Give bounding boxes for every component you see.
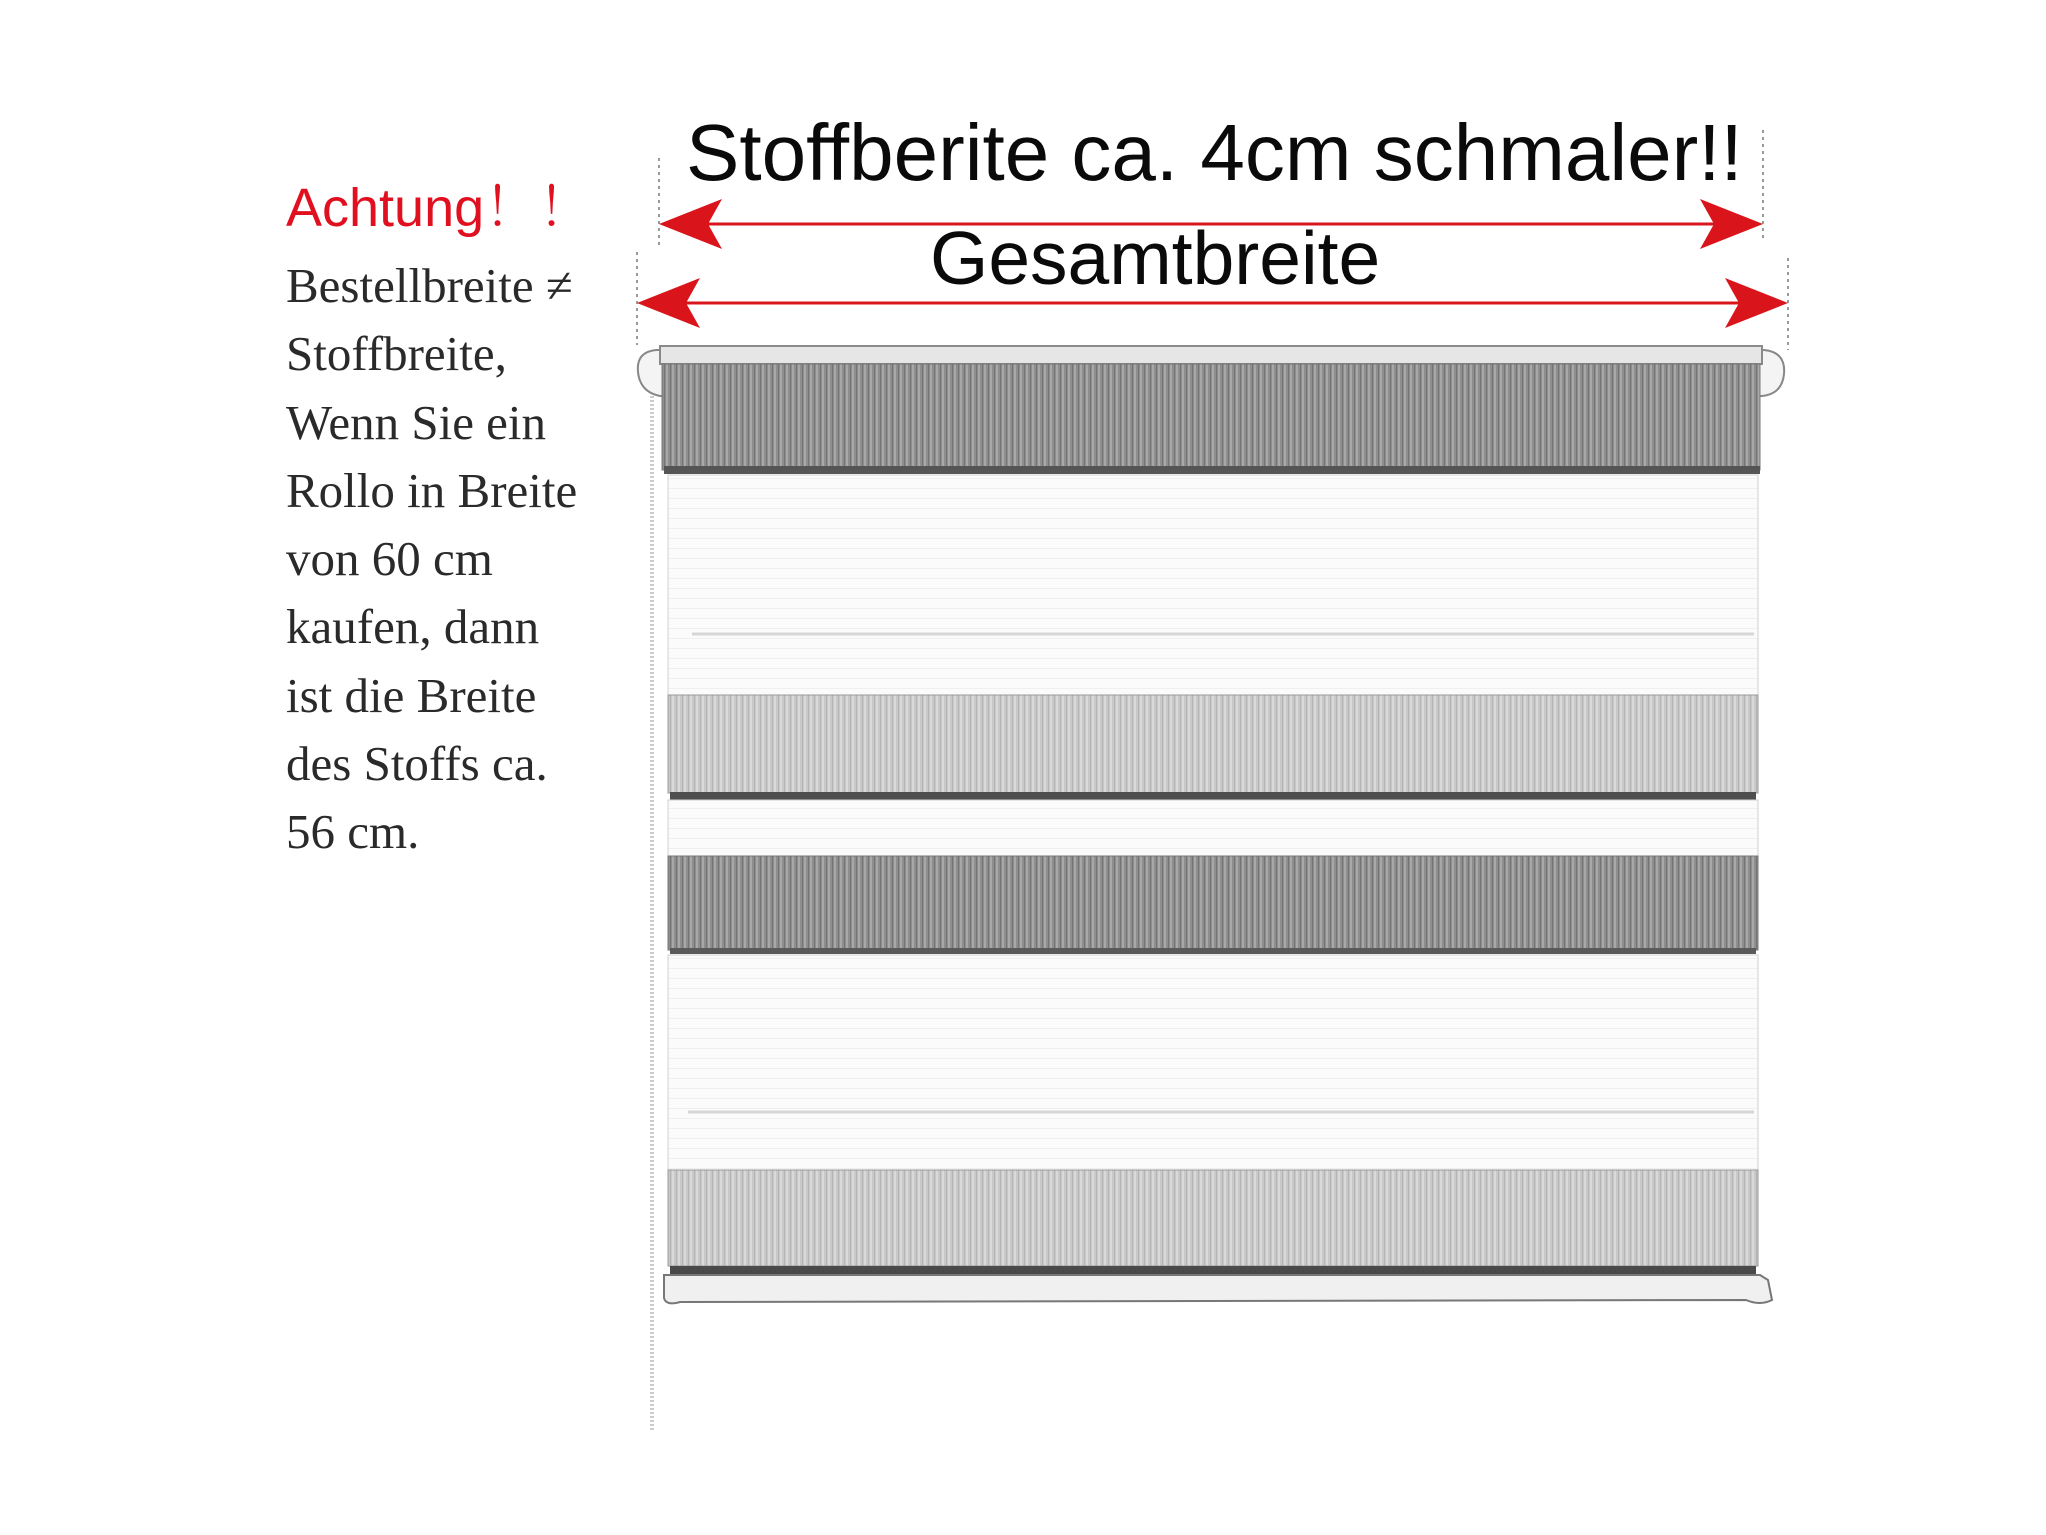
total-width-arrow-icon: [637, 278, 1788, 328]
light-band-1: [668, 695, 1758, 793]
fabric-width-arrow-icon: [659, 199, 1763, 249]
warning-line-8: des Stoffs ca.: [286, 736, 548, 792]
band-hem-2: [670, 948, 1756, 954]
cassette-edge: [664, 466, 1760, 474]
sheer-band-1: [668, 475, 1758, 695]
warning-title: Achtung！！: [286, 178, 593, 238]
warning-line-4: Rollo in Breite: [286, 462, 578, 518]
warning-line-5: von 60 cm: [286, 531, 493, 587]
warning-line-7: ist die Breite: [286, 667, 537, 723]
warning-line-9: 56 cm.: [286, 804, 420, 860]
top-cassette: [660, 346, 1762, 364]
bottom-rail: [664, 1275, 1772, 1303]
sheer-band-2: [668, 800, 1758, 856]
total-width-label: Gesamtbreite: [930, 216, 1381, 300]
light-band-2: [668, 1170, 1758, 1266]
fabric-width-note: Stoffberite ca. 4cm schmaler!!: [686, 108, 1743, 197]
sheer-band-3: [668, 955, 1758, 1170]
warning-line-2: Stoffbreite,: [286, 326, 507, 382]
warning-line-1: Bestellbreite ≠: [286, 258, 573, 313]
band-hem-3: [670, 1266, 1756, 1274]
cassette-fabric-band: [662, 364, 1760, 470]
band-hem-1: [670, 792, 1756, 800]
dark-band: [668, 856, 1758, 950]
warning-line-3: Wenn Sie ein: [286, 394, 547, 450]
measurement-guides: [637, 130, 1788, 350]
warning-line-6: kaufen, dann: [286, 599, 540, 655]
